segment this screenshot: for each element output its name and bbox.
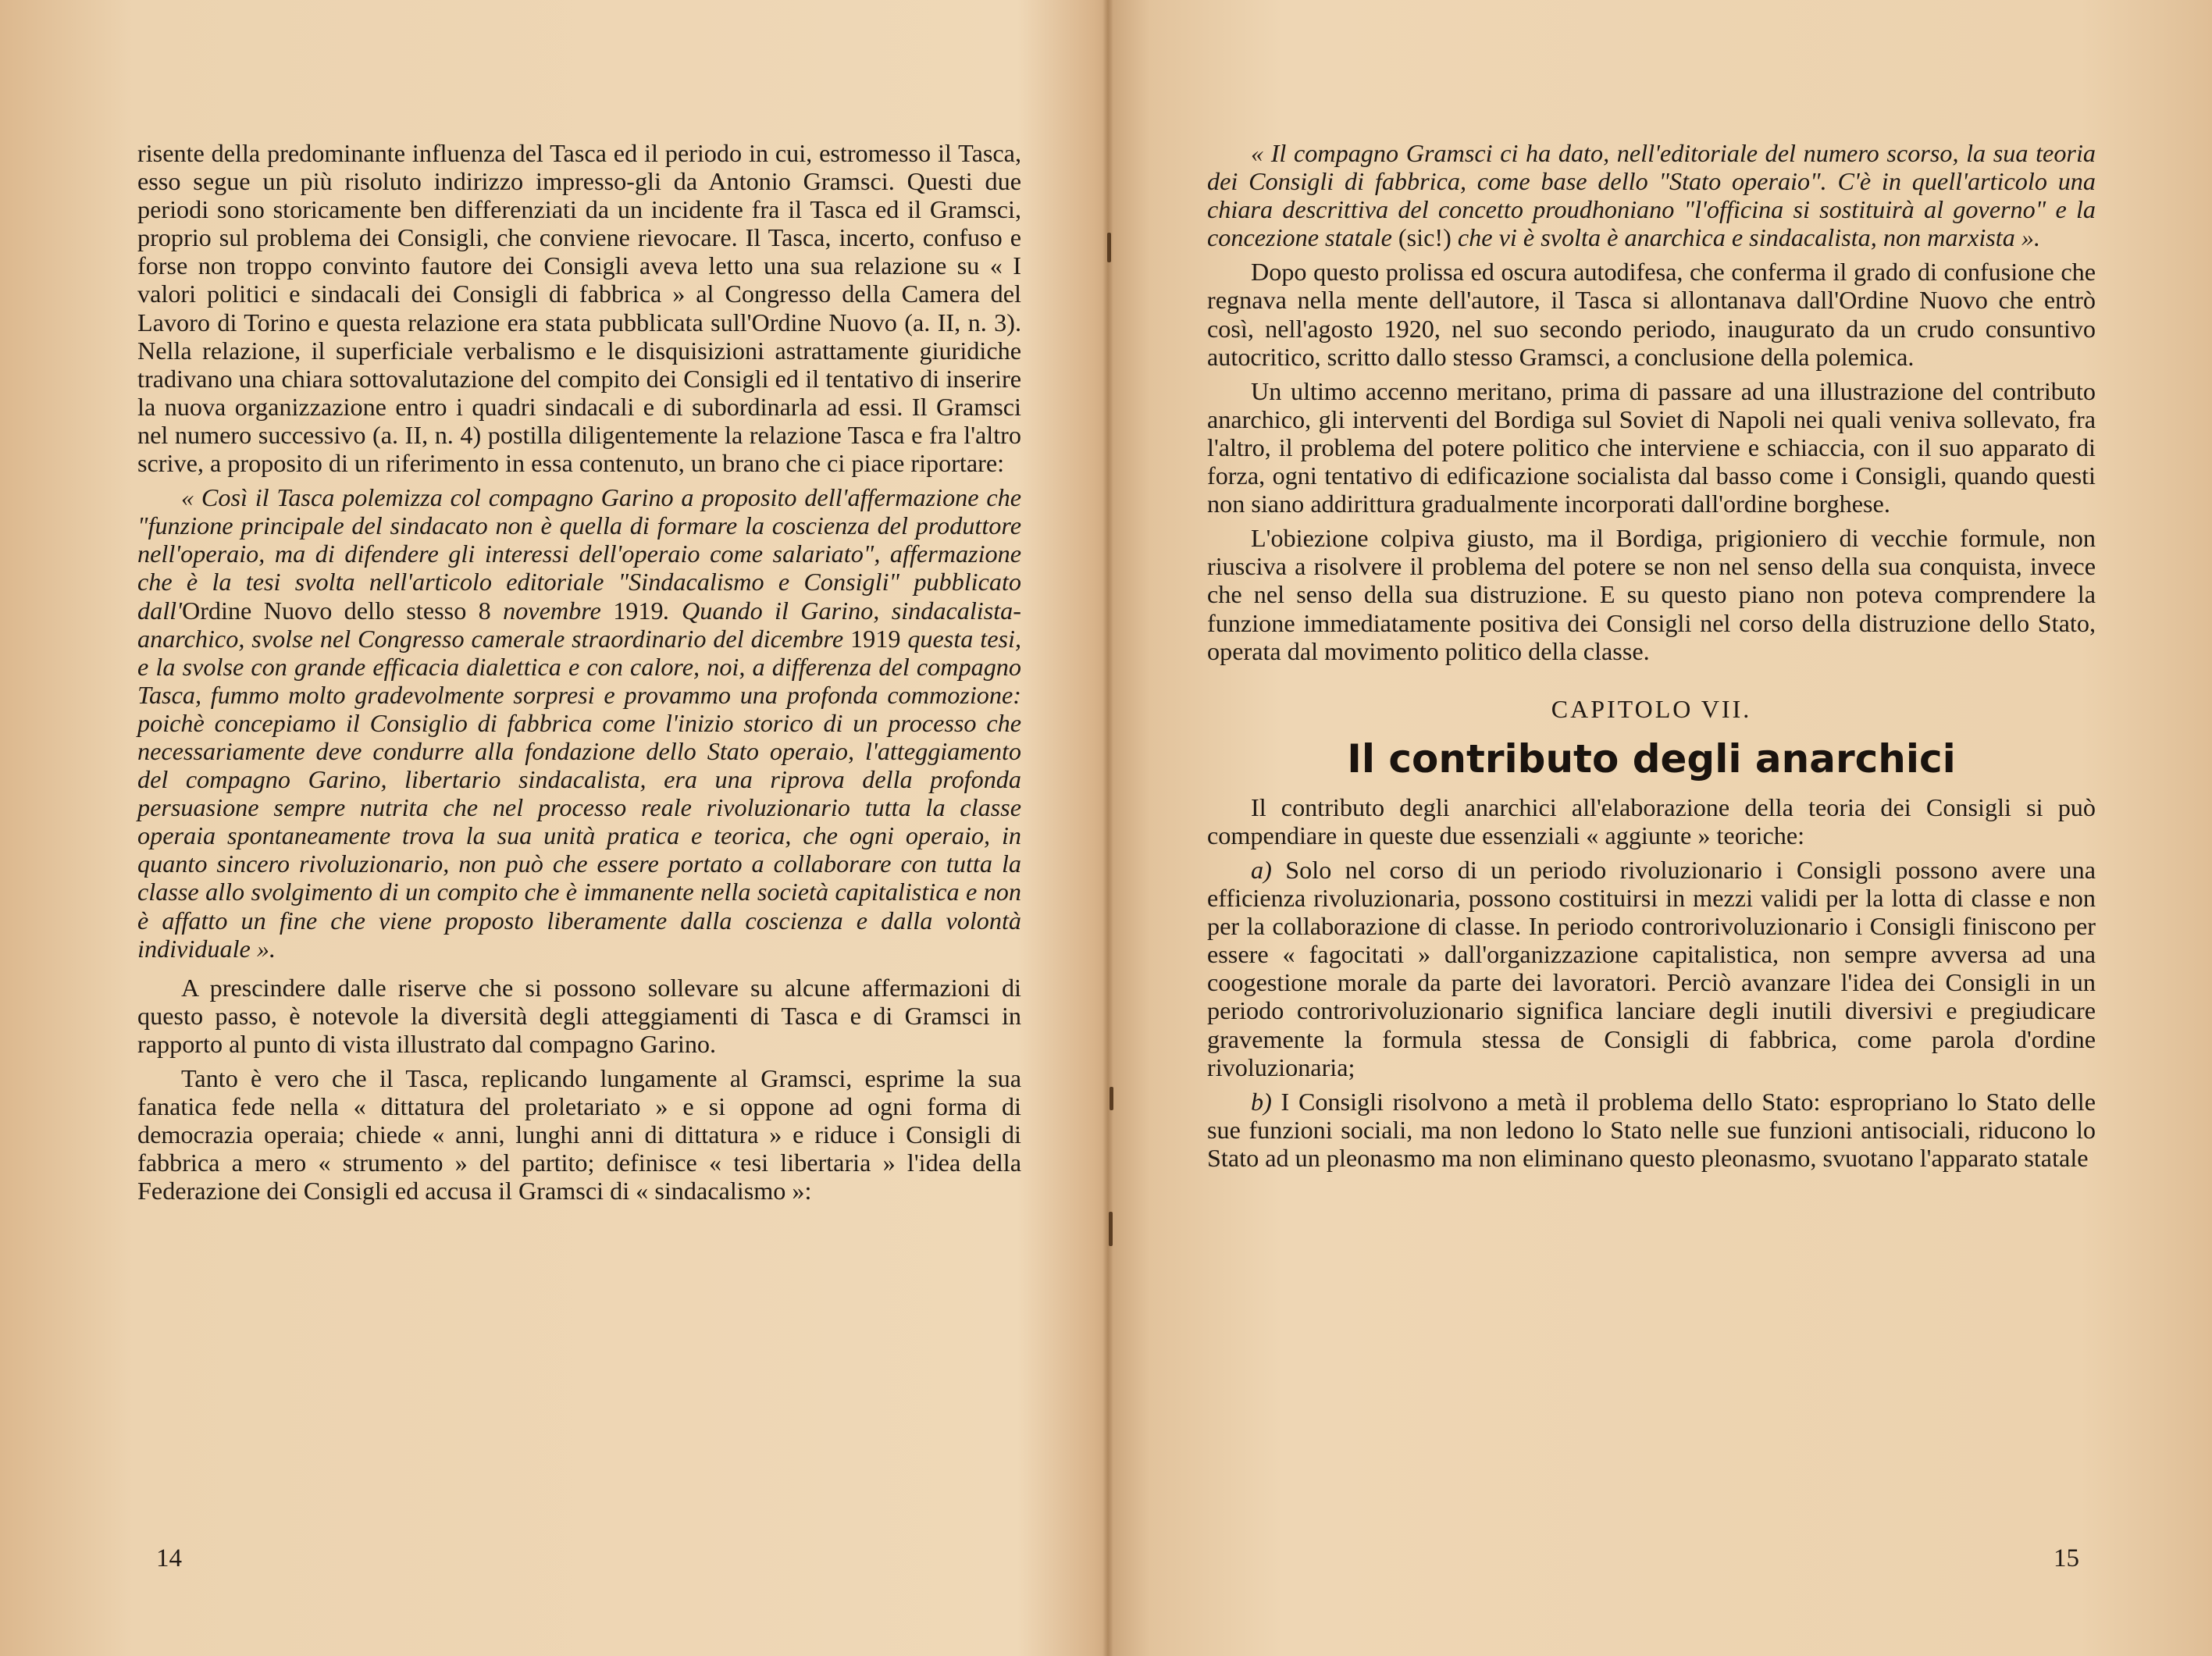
page-number-left: 14 bbox=[156, 1544, 182, 1572]
quote-text: « Il compagno Gramsci ci ha dato, nell'editoriale del numero scorso, la sua teoria dei Consigli di fabbrica, come base dello "Stato operaio". C'è in quell'articolo una chiara descrittiva del concetto proudhoniano "l'officina si sostituirà al governo" e la concezione statale bbox=[1207, 139, 2096, 252]
left-paragraph-3: Tanto è vero che il Tasca, replicando lungamente al Gramsci, esprime la sua fanatica fede nella « dittatura del proletariato » e si oppone ad ogni forma di democrazia operaia; chiede « anni, lunghi anni di dittatura » e riduce i Consigli di fabbrica a mero « strumento » del partito; definisce « tesi libertaria » l'idea della Federazione dei Consigli ed accusa il Gramsci di « sindacalismo »: bbox=[137, 1064, 1021, 1205]
chapter-item-a bbox=[1207, 856, 2096, 1081]
right-paragraph-1: Dopo questo prolissa ed oscura autodifesa, che conferma il grado di confusione che regnava nella mente dell'autore, il Tasca si allontanava dall'Ordine Nuovo che entrò così, nell'agosto 1920, nel suo secondo periodo, inaugurato da un crudo consuntivo autocritico, scritto dallo stesso Gramsci, a conclusione della polemica. bbox=[1207, 258, 2096, 371]
chapter-item-b bbox=[1207, 1088, 2096, 1172]
paper-edge-mark bbox=[1107, 233, 1111, 262]
quote-text: . Quando il Garino, sindacalista-anarchico, svolse nel Congresso camerale straordinario del dicembre bbox=[137, 596, 1021, 653]
quote-text: novembre bbox=[490, 596, 614, 625]
paper-edge-mark bbox=[1110, 1087, 1113, 1110]
chapter-label: CAPITOLO VII. bbox=[1551, 694, 1752, 723]
right-page bbox=[1207, 139, 2096, 1172]
item-marker: b) bbox=[1251, 1087, 1272, 1116]
quote-text: che vi è svolta è anarchica e sindacalista, non marxista ». bbox=[1451, 223, 2041, 252]
paper-edge-mark bbox=[1109, 1212, 1113, 1246]
quote-roman-text: Ordine Nuovo dello stesso 8 bbox=[181, 596, 491, 625]
chapter-paragraph-intro: Il contributo degli anarchici all'elaborazione della teoria dei Consigli si può compendiare in queste due essenziali « aggiunte » teoriche: bbox=[1207, 792, 2096, 849]
left-paragraph-2: A prescindere dalle riserve che si possono sollevare su alcune affermazioni di questo passo, è notevole la diversità degli atteggiamenti di Tasca e di Gramsci in rapporto al punto di vista illustrato dal compagno Garino. bbox=[137, 973, 1021, 1058]
quote-text: questa tesi, e la svolse con grande efficacia dialettica e con calore, noi, a differenza del compagno Tasca, fummo molto gradevolmente sorpresi e provammo una profonda commozione: poichè concepiamo il Consiglio di fabbrica come l'inizio storico di un processo che necessariamente deve condurre alla fondazione dello Stato operaio, l'atteggiamento del compagno Garino, libertario sindacalista, era una riprova della profonda persuasione sempre nutrita che nel processo reale rivoluzionario tutta la classe operaia spontaneamente trova la sua unità pratica e teorica, che ogni operaio, in quanto sincero rivoluzionario, non può che essere portato a collaborare con tutta la classe allo svolgimento di un compito che è immanente nella società capitalistica e non è affatto un fine che viene proposto liberamente dalla coscienza e dalla volontà individuale ». bbox=[137, 624, 1022, 963]
item-marker: a) bbox=[1251, 855, 1272, 884]
gramsci-quote bbox=[137, 483, 1021, 963]
right-paragraph-2: Un ultimo accenno meritano, prima di passare ad una illustrazione del contributo anarchico, gli interventi del Bordiga sul Soviet di Napoli nei quali veniva sollevato, fra l'altro, il problema del potere politico che interviene e schiaccia, con il suo apparato di forza, ogni tentativo di edificazione socialista dal basso come i Consigli, quando questi non siano addirittura gradualmente incorporati dall'ordine borghese. bbox=[1207, 376, 2096, 518]
chapter-title: Il contributo degli anarchici bbox=[1347, 735, 1956, 782]
page-number-right: 15 bbox=[2053, 1544, 2079, 1572]
quote-year: 1919 bbox=[850, 624, 901, 653]
item-text: I Consigli risolvono a metà il problema dello Stato: espropriano lo Stato delle sue funzioni sociali, ma non ledono lo Stato nelle sue funzioni antisociali, riducono lo Stato ad un pleonasmo ma non eliminano questo pleonasmo, svuotano l'apparato statale bbox=[1207, 1087, 2096, 1172]
left-page bbox=[137, 139, 1021, 1205]
quote-text: « Così il Tasca polemizza col compagno Garino a proposito dell'affermazione che "funzione principale del sindacato non è quella di formare la coscienza del produttore nell'operaio, ma di difendere gli interessi dell'operaio come salariato", affermazione che è la tesi svolta nell'articolo editoriale "Sindacalismo e Consigli" pubblicato dall' bbox=[137, 483, 1021, 625]
item-text: Solo nel corso di un periodo rivoluzionario i Consigli possono avere una efficienza rivoluzionaria, possono costituirsi in mezzi validi per la lotta di classe e non per la collaborazione di classe. In periodo controrivoluzionario i Consigli finiscono per essere « fagocitati » dall'organizzazione capitalistica, non sempre avversa ad una coogestione morale da parte dei lavoratori. Perciò avanzare l'idea dei Consigli in un periodo controrivoluzionario significa lanciare degli inutili diversivi e pregiudicare gravemente la formula stessa de Consigli di fabbrica, come parola d'ordine rivoluzionaria; bbox=[1207, 855, 2096, 1081]
quote-year: 1919 bbox=[613, 596, 664, 625]
left-paragraph-1: risente della predominante influenza del Tasca ed il periodo in cui, estromesso il Tasca, esso segue un più risoluto indirizzo impresso-gli da Antonio Gramsci. Questi due periodi sono storicamente ben differenziati da un incidente fra il Tasca ed il Gramsci, proprio sul problema dei Consigli, che conviene rievocare. Il Tasca, incerto, confuso e forse non troppo convinto fautore dei Consigli aveva letto una sua relazione su « I valori politici e sindacali dei Consigli di fabbrica » al Congresso della Camera del Lavoro di Torino e questa relazione era stata pubblicata sull'Ordine Nuovo (a. II, n. 3). Nella relazione, il superficiale verbalismo e le disquisizioni astrattamente giuridiche tradivano una chiara sottovalutazione del compito dei Consigli ed il tentativo di inserire la nuova organizzazione entro i quadri sindacali e di subordinarla ad essi. Il Gramsci nel numero successivo (a. II, n. 4) postilla diligentemente la relazione Tasca e fra l'altro scrive, a proposito di un riferimento in essa contenuto, un brano che ci piace riportare: bbox=[137, 139, 1021, 478]
right-paragraph-3: L'obiezione colpiva giusto, ma il Bordiga, prigioniero di vecchie formule, non riusciva a risolvere il problema del potere se non nel senso della sua conquista, invece che nel senso della sua distruzione. E su questo piano non poteva comprendere la funzione immediatamente positiva dei Consigli nel corso della distruzione dello Stato, operata dal movimento politico della classe. bbox=[1207, 524, 2096, 665]
tasca-quote bbox=[1207, 139, 2096, 251]
quote-roman-text: (sic!) bbox=[1398, 223, 1452, 252]
